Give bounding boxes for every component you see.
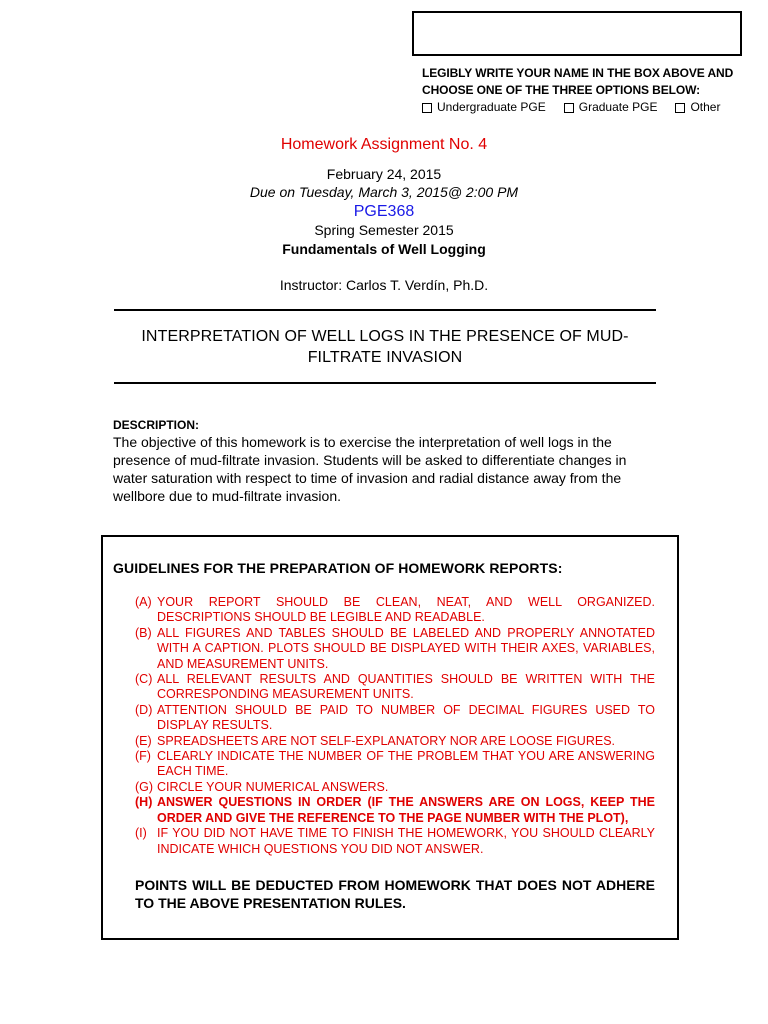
- item-label: (F): [135, 749, 151, 764]
- item-text: SPREADSHEETS ARE NOT SELF-EXPLANATORY NOR ARE LOOSE FIGURES.: [157, 733, 616, 748]
- item-text: ALL RELEVANT RESULTS AND QUANTITIES SHOULD BE WRITTEN WITH THE CORRESPONDING MEASUREMENT UNITS.: [157, 672, 655, 702]
- program-options: [422, 99, 762, 116]
- item-text: ANSWER QUESTIONS IN ORDER (IF THE ANSWERS ARE ON LOGS, KEEP THE ORDER AND GIVE THE REFERENCE TO THE PAGE NUMBER WITH THE PLOT),: [157, 795, 655, 825]
- name-entry-box[interactable]: [412, 11, 742, 56]
- description-body: The objective of this homework is to exercise the interpretation of well logs in the presence of mud-filtrate invasion. Students will be asked to differentiate changes in water saturation with respect to time of invasion and radial distance away from the wellbore due to mud-filtrate invasion.: [113, 434, 627, 504]
- item-text: IF YOU DID NOT HAVE TIME TO FINISH THE HOMEWORK, YOU SHOULD CLEARLY INDICATE WHICH QUESTIONS YOU DID NOT ANSWER.: [157, 826, 655, 856]
- list-item: [135, 626, 655, 672]
- main-title-line-2: FILTRATE INVASION: [307, 349, 463, 366]
- list-item: [135, 734, 655, 749]
- name-instructions: [422, 65, 762, 116]
- item-text: CLEARLY INDICATE THE NUMBER OF THE PROBLEM THAT YOU ARE ANSWERING EACH TIME.: [157, 749, 655, 779]
- list-item: [135, 795, 655, 826]
- description-heading: DESCRIPTION:: [113, 418, 200, 432]
- item-label: (E): [135, 733, 152, 748]
- item-text: YOUR REPORT SHOULD BE CLEAN, NEAT, AND WELL ORGANIZED. DESCRIPTIONS SHOULD BE LEGIBLE AND READABLE.: [157, 595, 655, 625]
- list-item: [135, 780, 655, 795]
- item-label: (G): [135, 779, 154, 794]
- item-text: CIRCLE YOUR NUMERICAL ANSWERS.: [157, 779, 389, 794]
- list-item: [135, 826, 655, 857]
- divider-bottom: [114, 382, 656, 384]
- item-label: (D): [135, 702, 153, 717]
- homework-title: Homework Assignment No. 4: [280, 136, 488, 153]
- list-item: [135, 703, 655, 734]
- instructor: Instructor: Carlos T. Verdín, Ph.D.: [279, 277, 489, 293]
- option-label: Graduate PGE: [578, 100, 658, 114]
- checkbox-icon[interactable]: [422, 103, 432, 113]
- item-text: ALL FIGURES AND TABLES SHOULD BE LABELED AND PROPERLY ANNOTATED WITH A CAPTION. PLOTS SHOULD BE DISPLAYED WITH THEIR AXES, VARIABLES, AND MEASUREMENT UNITS.: [157, 625, 655, 671]
- due-date: Due on Tuesday, March 3, 2015@ 2:00 PM: [249, 184, 519, 200]
- semester: Spring Semester 2015: [314, 222, 454, 238]
- item-label: (C): [135, 672, 153, 687]
- points-deduction-note: POINTS WILL BE DEDUCTED FROM HOMEWORK THAT DOES NOT ADHERE TO THE ABOVE PRESENTATION RULES.: [135, 877, 655, 911]
- option-label: Undergraduate PGE: [437, 100, 546, 114]
- item-label: (H): [135, 795, 153, 810]
- guidelines-list: [135, 595, 655, 857]
- main-title: [114, 326, 656, 368]
- divider-top: [114, 309, 656, 311]
- course-code: PGE368: [353, 203, 415, 220]
- instruction-line-2: CHOOSE ONE OF THE THREE OPTIONS BELOW:: [422, 83, 700, 97]
- instruction-line-1: LEGIBLY WRITE YOUR NAME IN THE BOX ABOVE AND: [422, 66, 734, 80]
- main-title-line-1: INTERPRETATION OF WELL LOGS IN THE PRESENCE OF MUD-: [141, 328, 629, 345]
- course-name: Fundamentals of Well Logging: [282, 241, 486, 257]
- option-graduate[interactable]: [564, 99, 658, 116]
- item-label: (I): [135, 826, 147, 841]
- checkbox-icon[interactable]: [675, 103, 685, 113]
- item-label: (A): [135, 595, 152, 609]
- option-other[interactable]: [675, 99, 720, 116]
- checkbox-icon[interactable]: [564, 103, 574, 113]
- guidelines-heading: GUIDELINES FOR THE PREPARATION OF HOMEWORK REPORTS:: [113, 560, 563, 576]
- list-item: [135, 672, 655, 703]
- item-text: ATTENTION SHOULD BE PAID TO NUMBER OF DECIMAL FIGURES USED TO DISPLAY RESULTS.: [157, 702, 655, 733]
- item-label: (B): [135, 625, 152, 640]
- option-label: Other: [690, 100, 721, 114]
- list-item: [135, 749, 655, 780]
- option-undergraduate[interactable]: [422, 99, 546, 116]
- list-item: [135, 595, 655, 626]
- assignment-date: February 24, 2015: [326, 166, 442, 182]
